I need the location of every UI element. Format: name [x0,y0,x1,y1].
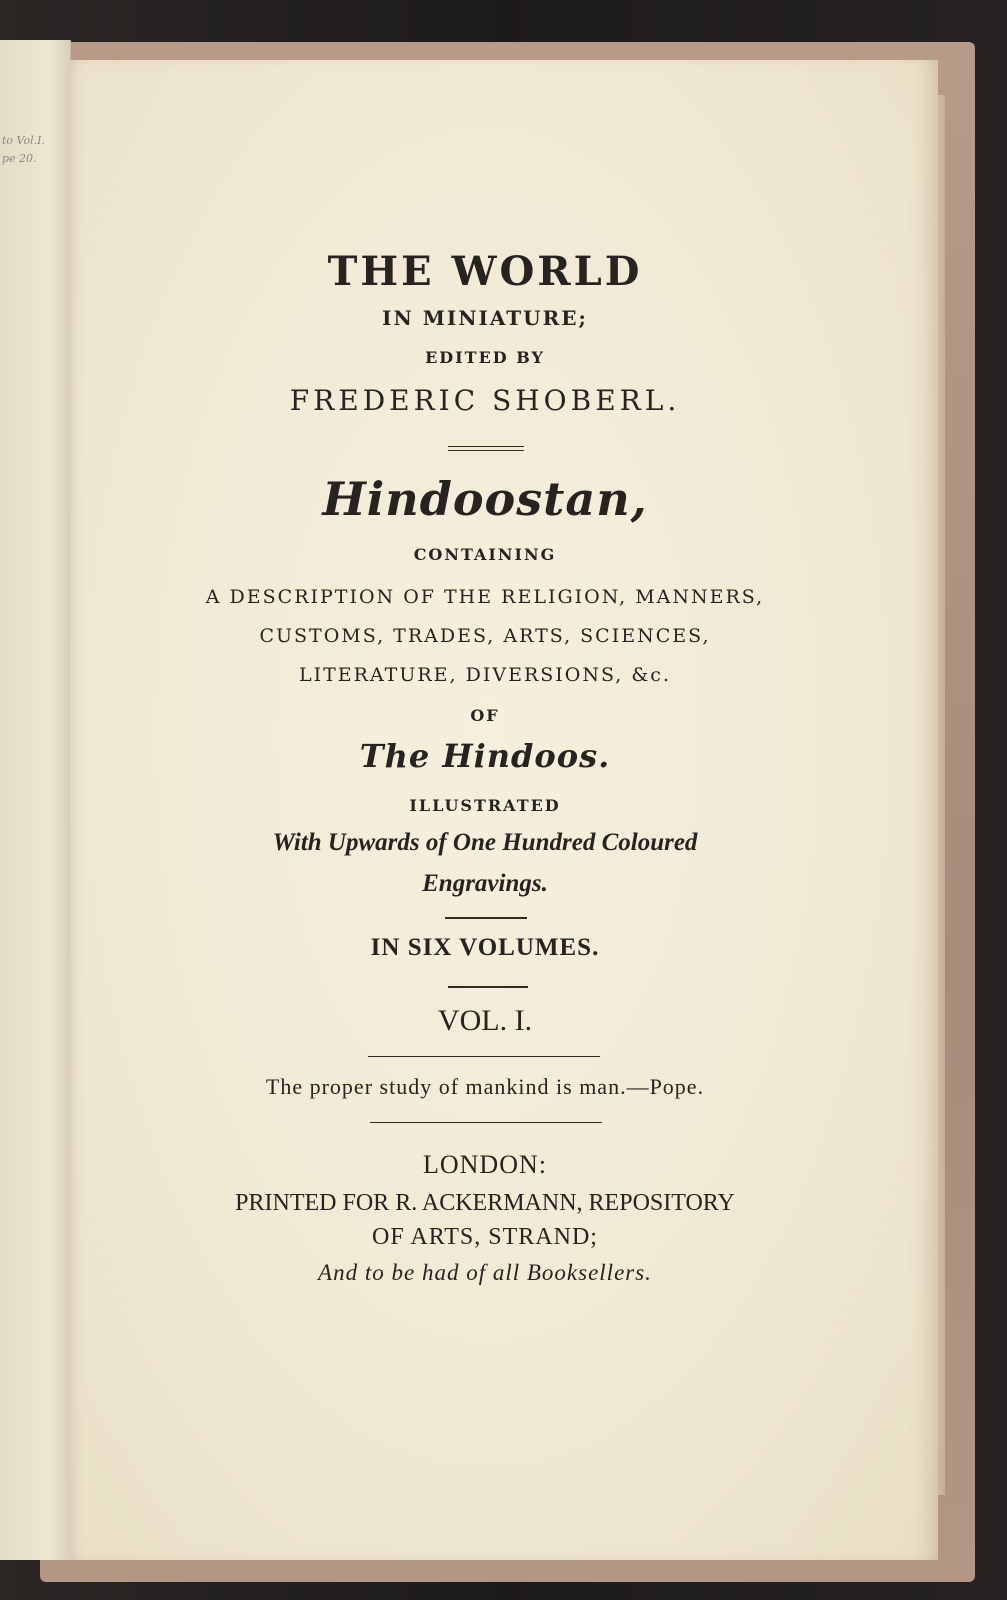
imprint-note: And to be had of all Booksellers. [318,1260,652,1285]
editor-name: FREDERIC SHOBERL. [289,384,681,417]
margin-note: to Vol.I. pe 20. [2,134,45,165]
volumes-line: IN SIX VOLUMES. [370,934,600,961]
illustration-line-2: Engravings. [422,870,548,897]
short-rule-1 [445,917,527,919]
description-line-2: CUSTOMS, TRADES, ARTS, SCIENCES, [259,625,711,647]
containing-label: CONTAINING [413,545,557,564]
subject-heading: Hindoostan, [322,472,648,526]
epigraph-rule-bottom [370,1122,602,1123]
imprint-city: LONDON: [423,1150,547,1179]
imprint-line-2: OF ARTS, STRAND; [372,1224,598,1250]
illustration-line-1: With Upwards of One Hundred Coloured [272,829,698,856]
left-facing-page [0,40,71,1560]
edited-by-label: EDITED BY [425,348,545,367]
volume-number: VOL. I. [437,1004,533,1037]
of-label: OF [470,706,500,725]
epigraph: The proper study of mankind is man.—Pope. [265,1074,705,1099]
epigraph-rule-top [368,1056,600,1057]
imprint-line-1: PRINTED FOR R. ACKERMANN, REPOSITORY [235,1190,735,1216]
description-line-1: A DESCRIPTION OF THE RELIGION, MANNERS, [205,586,765,608]
description-line-3: LITERATURE, DIVERSIONS, &c. [299,664,671,686]
ornamental-rule [448,446,524,451]
title-page [70,60,938,1560]
people-heading: The Hindoos. [359,737,611,775]
book-subtitle: IN MINIATURE; [382,306,588,330]
short-rule-2 [448,986,528,988]
illustrated-label: ILLUSTRATED [409,796,561,815]
book-title: THE WORLD [327,248,643,295]
